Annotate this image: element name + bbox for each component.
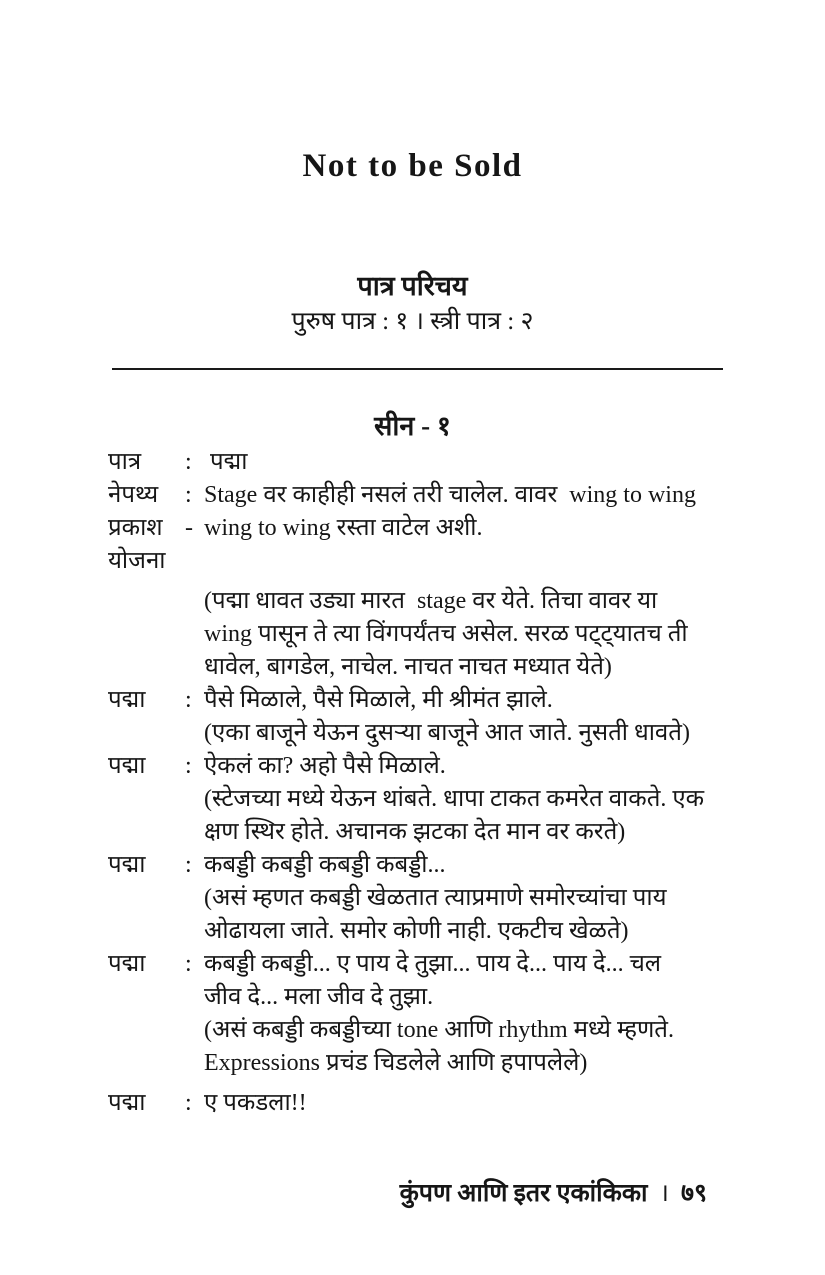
speaker-separator: [185, 882, 204, 915]
script-text: (असं म्हणत कबड्डी खेळतात त्याप्रमाणे समोरच्यांचा पाय: [204, 885, 667, 911]
speaker-separator: [185, 717, 204, 750]
speaker-separator: :: [185, 449, 192, 475]
script-row: [108, 948, 724, 981]
script-row: [108, 618, 724, 651]
script-row: [108, 651, 724, 684]
script-row: [108, 981, 724, 1014]
script-row: [108, 479, 724, 512]
speaker-label: [108, 783, 185, 816]
speaker-separator: [185, 816, 204, 849]
footer-separator: ।: [659, 1180, 669, 1207]
speaker-separator: [185, 915, 204, 948]
footer-page-number: ७९: [680, 1180, 707, 1207]
speaker-separator: :: [185, 1090, 192, 1116]
speaker-separator: :: [185, 852, 192, 878]
speaker-label: [108, 585, 185, 618]
script-text: Stage वर काहीही नसलं तरी चालेल. वावर wing to wing: [204, 482, 696, 508]
speaker-label: पात्र: [108, 449, 142, 475]
speaker-separator: [185, 1014, 204, 1047]
script-row: [108, 750, 724, 783]
script-row: [108, 783, 724, 816]
speaker-separator: [185, 1047, 204, 1080]
speaker-separator: :: [185, 753, 192, 779]
script-text: Expressions प्रचंड चिडलेले आणि हपापलेले): [204, 1050, 588, 1076]
script-row: [108, 717, 724, 750]
cast-heading: पात्र परिचय: [357, 271, 468, 301]
script-text: कबड्डी कबड्डी कबड्डी कबड्डी...: [204, 852, 446, 878]
script-row: [108, 1047, 724, 1080]
script-text: (एका बाजूने येऊन दुसऱ्या बाजूने आत जाते. नुसती धावते): [204, 720, 690, 746]
speaker-label: [108, 882, 185, 915]
script-text: ए पकडला!!: [204, 1090, 307, 1116]
script-row: [108, 1087, 724, 1120]
speaker-separator: [185, 545, 204, 578]
script-text: कबड्डी कबड्डी... ए पाय दे तुझा... पाय दे... पाय दे... चल: [204, 951, 662, 977]
speaker-label: नेपथ्य: [108, 482, 159, 508]
speaker-separator: [185, 783, 204, 816]
speaker-label: योजना: [108, 548, 166, 574]
speaker-separator: -: [185, 515, 193, 541]
speaker-separator: [185, 981, 204, 1014]
script-text: पद्मा: [204, 449, 248, 475]
script-text: (पद्मा धावत उड्या मारत stage वर येते. तिचा वावर या: [204, 588, 658, 614]
speaker-label: पद्मा: [108, 753, 146, 779]
speaker-separator: [185, 618, 204, 651]
speaker-separator: [185, 585, 204, 618]
speaker-label: [108, 981, 185, 1014]
speaker-label: पद्मा: [108, 687, 146, 713]
horizontal-rule: [112, 368, 723, 370]
script-text: पैसे मिळाले, पैसे मिळाले, मी श्रीमंत झाले.: [204, 687, 553, 713]
script-text: ओढायला जाते. समोर कोणी नाही. एकटीच खेळते): [204, 918, 629, 944]
footer-book-title: कुंपण आणि इतर एकांकिका: [399, 1180, 648, 1207]
speaker-separator: :: [185, 687, 192, 713]
speaker-label: प्रकाश: [108, 515, 163, 541]
speaker-separator: :: [185, 482, 192, 508]
page-footer: [0, 1147, 707, 1237]
script-text: ऐकलं का? अहो पैसे मिळाले.: [204, 753, 446, 779]
script-row: [108, 545, 724, 578]
script-row: [108, 512, 724, 545]
speaker-label: पद्मा: [108, 951, 146, 977]
script-body: [108, 446, 724, 1120]
speaker-label: पद्मा: [108, 852, 146, 878]
script-text: [204, 545, 724, 578]
script-text: जीव दे... मला जीव दे तुझा.: [204, 984, 434, 1010]
cast-count-line: पुरुष पात्र : १ । स्त्री पात्र : २: [291, 308, 534, 335]
script-row: [108, 882, 724, 915]
script-text: धावेल, बागडेल, नाचेल. नाचत नाचत मध्यात येते): [204, 654, 612, 680]
speaker-label: [108, 651, 185, 684]
script-text: wing पासून ते त्या विंगपर्यंतच असेल. सरळ पट्ट्यातच ती: [204, 621, 688, 647]
script-row: [108, 816, 724, 849]
speaker-label: [108, 1047, 185, 1080]
script-row: [108, 446, 724, 479]
speaker-label: [108, 915, 185, 948]
script-row: [108, 849, 724, 882]
script-text: (स्टेजच्या मध्ये येऊन थांबते. धापा टाकत कमरेत वाकते. एक: [204, 786, 705, 812]
speaker-label: [108, 1014, 185, 1047]
speaker-label: पद्मा: [108, 1090, 146, 1116]
speaker-label: [108, 717, 185, 750]
script-text: (असं कबड्डी कबड्डीच्या tone आणि rhythm मध्ये म्हणते.: [204, 1017, 674, 1043]
script-text: क्षण स्थिर होते. अचानक झटका देत मान वर करते): [204, 819, 626, 845]
script-row: [108, 1014, 724, 1047]
speaker-separator: :: [185, 951, 192, 977]
script-row: [108, 585, 724, 618]
speaker-label: [108, 618, 185, 651]
script-row: [108, 915, 724, 948]
scene-heading: सीन - १: [374, 411, 451, 441]
page-title: Not to be Sold: [302, 148, 523, 184]
speaker-separator: [185, 651, 204, 684]
script-row: [108, 684, 724, 717]
speaker-label: [108, 816, 185, 849]
script-text: wing to wing रस्ता वाटेल अशी.: [204, 515, 483, 541]
